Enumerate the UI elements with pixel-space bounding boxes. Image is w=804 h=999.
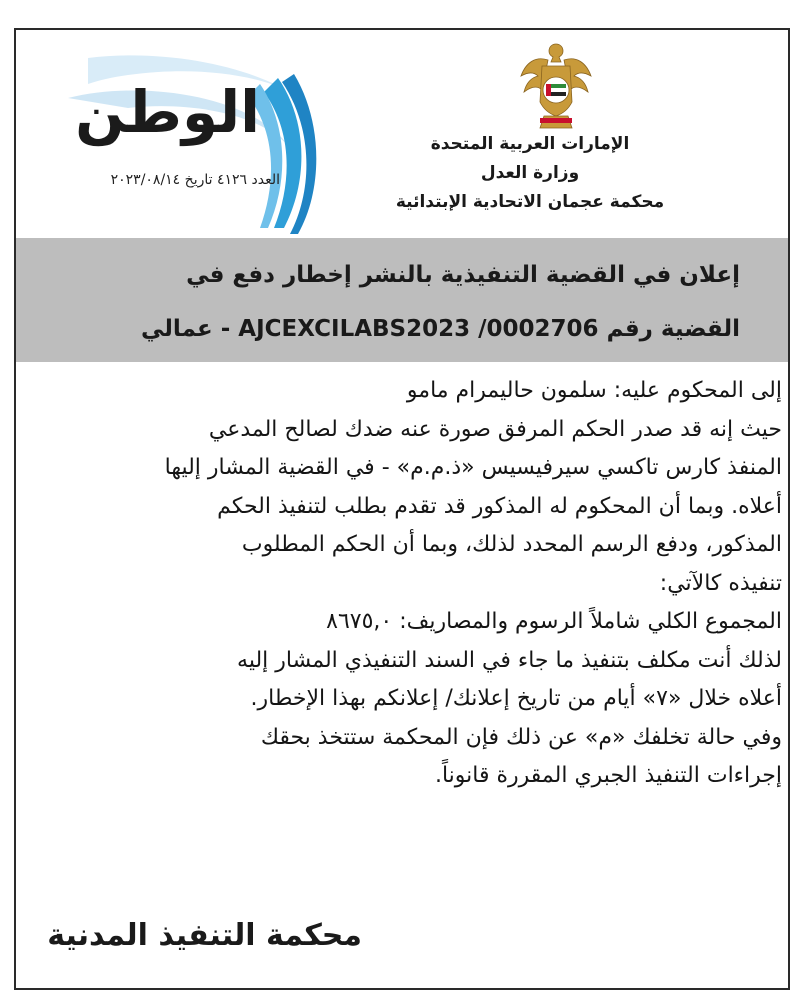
issue-date-line: العدد ٤١٢٦ تاريخ ٢٠٢٣/٠٨/١٤ [110, 172, 280, 188]
body-line: حيث إنه قد صدر الحكم المرفق صورة عنه ضدك لصالح المدعي [208, 416, 782, 442]
body-line: إجراءات التنفيذ الجبري المقررة قانوناً. [434, 763, 782, 788]
body-line: وفي حالة تخلفك «م» عن ذلك فإن المحكمة ستتخذ بحقك [260, 724, 782, 750]
body-line: تنفيذه كالآتي: [659, 570, 782, 596]
body-line: لذلك أنت مكلف بتنفيذ ما جاء في السند التنفيذي المشار إليه [237, 647, 782, 673]
title-line-2: القضية رقم AJCEXCILABS2023 /0002706 - عمالي [141, 316, 740, 342]
body-line: المنفذ كارس تاكسي سيرفيسيس «ذ.م.م» - في القضية المشار إليها [164, 455, 782, 480]
title-line-1: إعلان في القضية التنفيذية بالنشر إخطار دفع في [186, 262, 740, 288]
uae-emblem-icon [518, 38, 594, 132]
newspaper-name: الوطن [75, 78, 260, 146]
government-header [380, 130, 680, 217]
body-line: أعلاه. وبما أن المحكوم له المذكور قد تقدم بطلب لتنفيذ الحكم [217, 493, 782, 519]
signature-court: محكمة التنفيذ المدنية [47, 918, 362, 953]
country-name: الإمارات العربية المتحدة [430, 134, 630, 154]
body-line: إلى المحكوم عليه: سلمون حاليمرام مامو [406, 378, 782, 403]
notice-body [30, 372, 782, 796]
body-line: أعلاه خلال «٧» أيام من تاريخ إعلانك/ إعلانكم بهذا الإخطار. [250, 686, 782, 711]
body-line: المذكور، ودفع الرسم المحدد لذلك، وبما أن الحكم المطلوب [241, 532, 782, 557]
body-line: المجموع الكلي شاملاً الرسوم والمصاريف: ٨٦٧٥,٠ [326, 609, 782, 634]
court-name: محكمة عجمان الاتحادية الإبتدائية [395, 192, 665, 212]
ministry-name: وزارة العدل [480, 163, 580, 183]
notice-title [24, 248, 740, 356]
